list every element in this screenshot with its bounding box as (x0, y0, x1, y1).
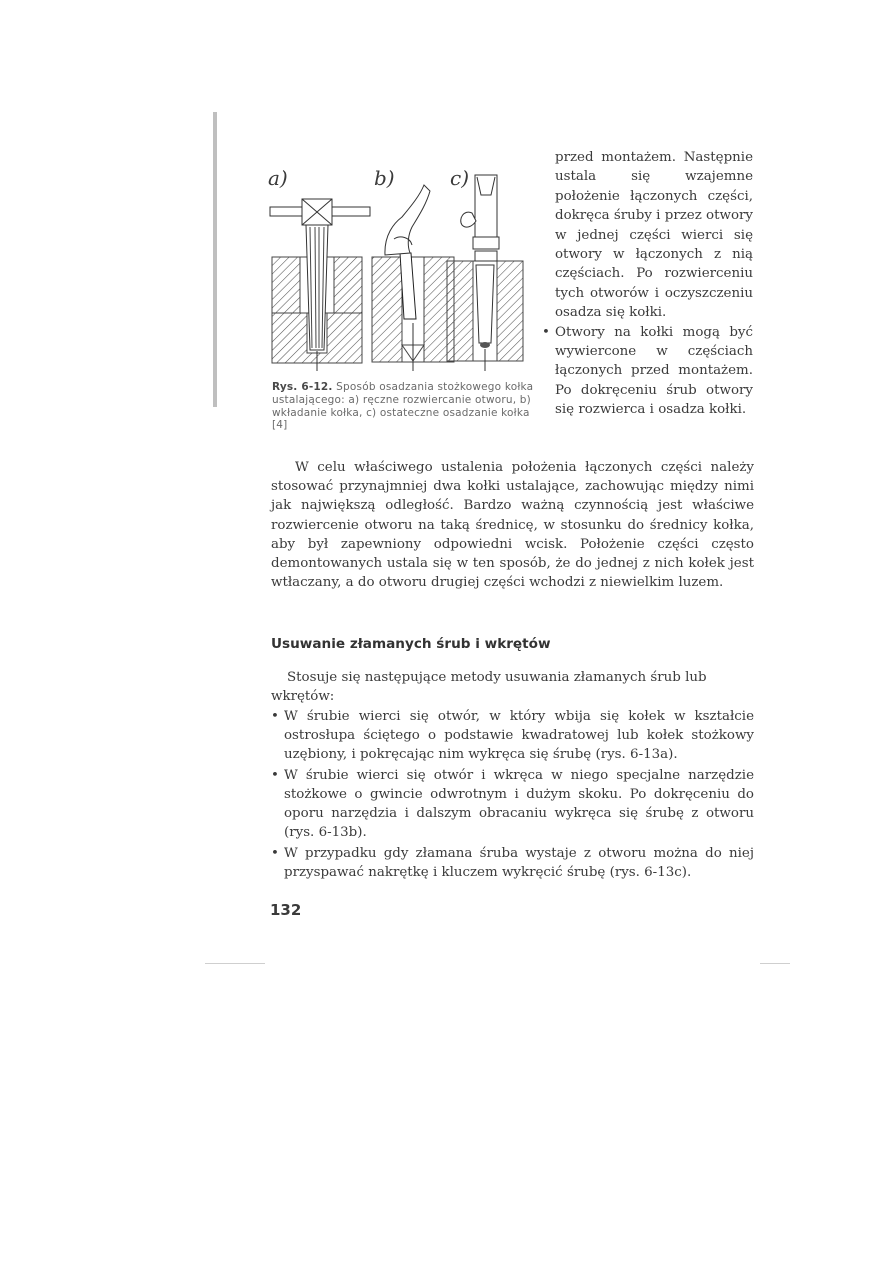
scan-line (760, 963, 790, 964)
fig-label-c: c) (450, 166, 470, 190)
section-intro: Stosuje się następujące metody usuwania złamanych śrub lub wkrętów: (271, 670, 707, 704)
page-edge (213, 112, 217, 407)
fig-label-b: b) (374, 166, 395, 190)
panel-c-final-seating (447, 175, 523, 371)
fig-label-a: a) (268, 166, 288, 190)
method-item: • W śrubie wierci się otwór, w który wbija się kołek w kształcie ostrosłupa ściętego o podstawie kwadratowej lub kołek stożkowy uzębiony, i pokręcając nim wykręca się śrubę (rys. 6-13a). (284, 707, 754, 764)
side-column-bullet: • Otwory na kołki mogą być wywiercone w częściach łączonych przed montażem. Po dokręceniu śrub otwory się rozwierca i osadza kołki. (555, 323, 753, 420)
side-column (555, 148, 753, 420)
figure-caption (272, 381, 534, 432)
page-number: 132 (270, 901, 302, 919)
section-heading: Usuwanie złamanych śrub i wkrętów (271, 636, 551, 652)
figure-drawing (262, 165, 547, 380)
panel-a-reaming (270, 199, 370, 371)
side-column-intro: przed montażem. Następnie ustala się wzajemne położenie łączonych części, dokręca śruby i przez otwory w jednej części wierci się otwory w łączonych z nią częściach. Po rozwierceniu tych otworów i oczyszczeniu osadza się kołki. (555, 150, 753, 321)
body-paragraph: W celu właściwego ustalenia położenia łączonych części należy stosować przynajmniej dwa kołki ustalające, zachowując między nimi jak największą odległość. Bardzo ważną czynnością jest właściwe rozwiercenie otworu na taką średnicę, w stosunku do średnicy kołka, aby był zapewniony odpowiedni wcisk. Położenie części często demontowanych ustala się w ten sposób, że do jednej z nich kołek jest wtłaczany, a do otworu drugiej części wchodzi z niewielkim luzem. (271, 460, 754, 591)
scan-line (205, 963, 265, 964)
figure-6-12 (262, 165, 547, 380)
caption-text: Sposób osadzania stożkowego kołka ustalającego: a) ręczne rozwiercanie otworu, b) wkładanie kołka, c) ostateczne osadzanie kołka [4] (272, 381, 534, 432)
caption-number: Rys. 6-12. (272, 381, 333, 393)
method-item: • W śrubie wierci się otwór i wkręca w niego specjalne narzędzie stożkowe o gwincie odwrotnym i dużym skoku. Po dokręceniu do oporu narzędzia i dalszym obracaniu wykręca się śrubę z otworu (rys. 6-13b). (284, 766, 754, 842)
panel-b-inserting (372, 185, 454, 371)
method-item: • W przypadku gdy złamana śruba wystaje z otworu można do niej przyspawać nakrętkę i kluczem wykręcić śrubę (rys. 6-13c). (284, 844, 754, 882)
methods-list (284, 707, 754, 884)
side-column-list (555, 323, 753, 420)
